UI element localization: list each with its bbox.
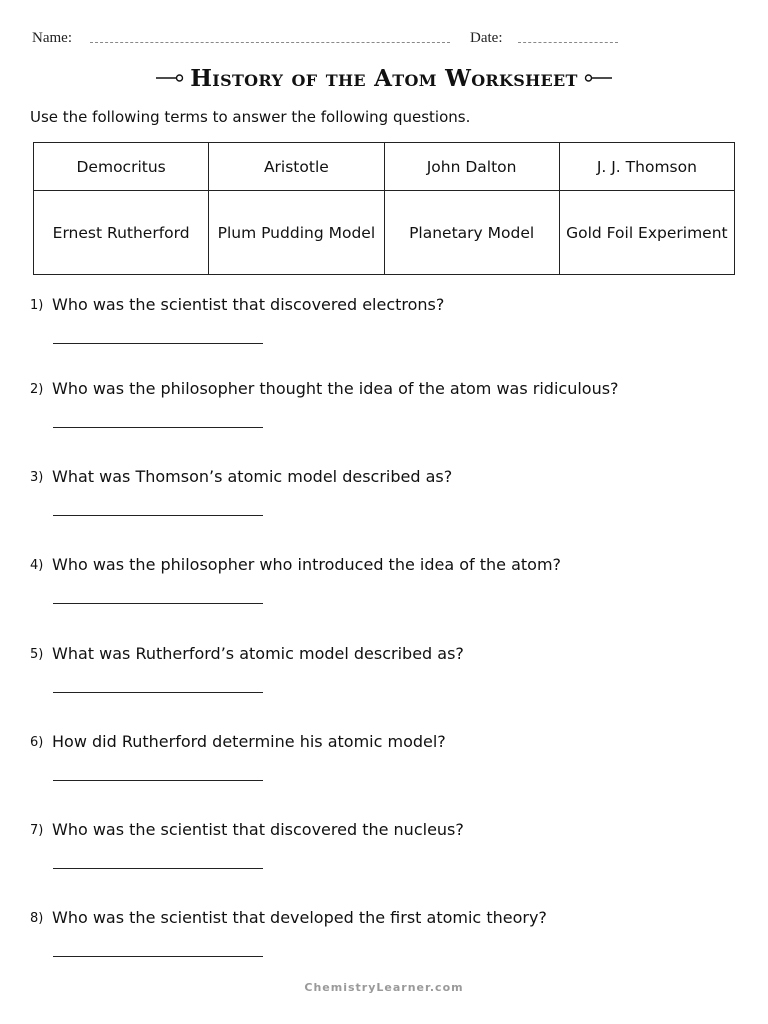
question-number: 7) <box>30 823 44 838</box>
date-field[interactable] <box>518 42 618 43</box>
question-7 <box>30 820 750 890</box>
question-8 <box>30 908 750 978</box>
question-2 <box>30 379 750 449</box>
footer-site-name: ChemistryLearner.com <box>304 981 464 994</box>
answer-line[interactable] <box>53 780 263 781</box>
instructions: Use the following terms to answer the following questions. <box>30 108 471 126</box>
answer-line[interactable] <box>53 956 263 957</box>
term-cell: John Dalton <box>384 143 559 191</box>
answer-line[interactable] <box>53 427 263 428</box>
answer-line[interactable] <box>53 868 263 869</box>
question-text: Who was the scientist that developed the first atomic theory? <box>52 908 547 927</box>
question-4 <box>30 555 750 625</box>
term-cell: Democritus <box>34 143 209 191</box>
title-banner <box>0 58 768 98</box>
question-text: What was Rutherford’s atomic model described as? <box>52 644 464 663</box>
header-row <box>0 30 768 52</box>
question-number: 1) <box>30 298 44 313</box>
term-cell: Ernest Rutherford <box>34 191 209 275</box>
answer-line[interactable] <box>53 603 263 604</box>
terms-table <box>33 142 735 275</box>
question-number: 8) <box>30 911 44 926</box>
question-1 <box>30 295 750 365</box>
name-field[interactable] <box>90 42 450 43</box>
answer-line[interactable] <box>53 515 263 516</box>
question-text: Who was the philosopher who introduced the idea of the atom? <box>52 555 562 574</box>
question-number: 5) <box>30 647 44 662</box>
term-cell: Gold Foil Experiment <box>559 191 734 275</box>
term-cell: J. J. Thomson <box>559 143 734 191</box>
terms-row <box>34 191 735 275</box>
question-6 <box>30 732 750 802</box>
term-cell: Plum Pudding Model <box>209 191 384 275</box>
question-text: How did Rutherford determine his atomic model? <box>52 732 446 751</box>
question-text: Who was the philosopher thought the idea of the atom was ridiculous? <box>52 379 619 398</box>
term-cell: Planetary Model <box>384 191 559 275</box>
question-5 <box>30 644 750 714</box>
date-label: Date: <box>470 30 503 46</box>
left-ornament-icon <box>156 72 184 84</box>
answer-line[interactable] <box>53 343 263 344</box>
term-cell: Aristotle <box>209 143 384 191</box>
question-number: 6) <box>30 735 44 750</box>
question-text: What was Thomson’s atomic model described as? <box>52 467 453 486</box>
question-number: 3) <box>30 470 44 485</box>
right-ornament-icon <box>584 72 612 84</box>
question-number: 2) <box>30 382 44 397</box>
question-text: Who was the scientist that discovered the nucleus? <box>52 820 464 839</box>
answer-line[interactable] <box>53 692 263 693</box>
name-label: Name: <box>32 30 72 46</box>
terms-row <box>34 143 735 191</box>
question-text: Who was the scientist that discovered electrons? <box>52 295 445 314</box>
question-number: 4) <box>30 558 44 573</box>
question-3 <box>30 467 750 537</box>
page-title: History of the Atom Worksheet <box>190 64 578 92</box>
